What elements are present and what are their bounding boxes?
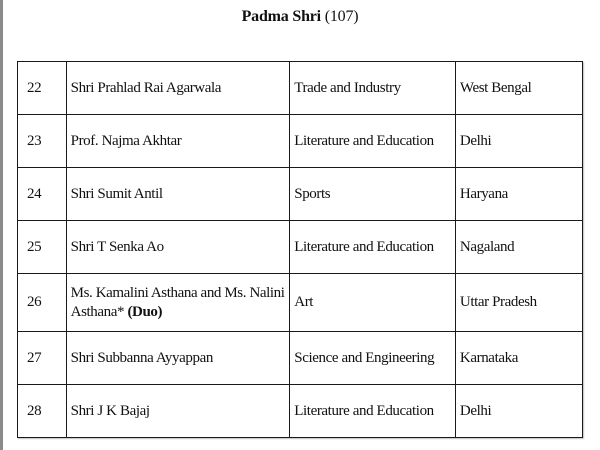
serial-number: 23 <box>18 115 67 168</box>
table-row <box>18 221 583 274</box>
awardee-name-cell <box>66 274 290 332</box>
table-row <box>18 385 583 438</box>
page-edge-bar <box>0 0 3 450</box>
awardee-field: Literature and Education <box>290 115 456 168</box>
awardee-field: Trade and Industry <box>290 62 456 115</box>
table-row <box>18 274 583 332</box>
serial-number: 28 <box>18 385 67 438</box>
awardee-name: Shri T Senka Ao <box>66 221 290 274</box>
page-title <box>0 8 600 26</box>
serial-number: 25 <box>18 221 67 274</box>
awardee-name: Shri J K Bajaj <box>66 385 290 438</box>
serial-number: 24 <box>18 168 67 221</box>
awardees-table <box>17 61 583 438</box>
awardee-state: Uttar Pradesh <box>455 274 582 332</box>
awardee-field: Literature and Education <box>290 385 456 438</box>
awardee-field: Art <box>290 274 456 332</box>
serial-number: 26 <box>18 274 67 332</box>
awardee-state: West Bengal <box>455 62 582 115</box>
awardee-name: Shri Subbanna Ayyappan <box>66 332 290 385</box>
awardee-name: Shri Prahlad Rai Agarwala <box>66 62 290 115</box>
table-row <box>18 332 583 385</box>
table-row <box>18 168 583 221</box>
awardee-field: Literature and Education <box>290 221 456 274</box>
awardee-state: Haryana <box>455 168 582 221</box>
awardee-name: Shri Sumit Antil <box>66 168 290 221</box>
table-row <box>18 62 583 115</box>
awardee-state: Nagaland <box>455 221 582 274</box>
table-row <box>18 115 583 168</box>
awardee-state: Delhi <box>455 115 582 168</box>
serial-number: 27 <box>18 332 67 385</box>
awardee-name: Prof. Najma Akhtar <box>66 115 290 168</box>
awardee-state: Karnataka <box>455 332 582 385</box>
award-name: Padma Shri <box>241 8 321 25</box>
awardee-name: Ms. Kamalini Asthana and Ms. Nalini Asthana* <box>70 284 285 320</box>
awardee-field: Sports <box>290 168 456 221</box>
serial-number: 22 <box>18 62 67 115</box>
award-count: (107) <box>324 8 359 25</box>
duo-label: (Duo) <box>127 303 163 320</box>
awardee-state: Delhi <box>455 385 582 438</box>
awardee-field: Science and Engineering <box>290 332 456 385</box>
